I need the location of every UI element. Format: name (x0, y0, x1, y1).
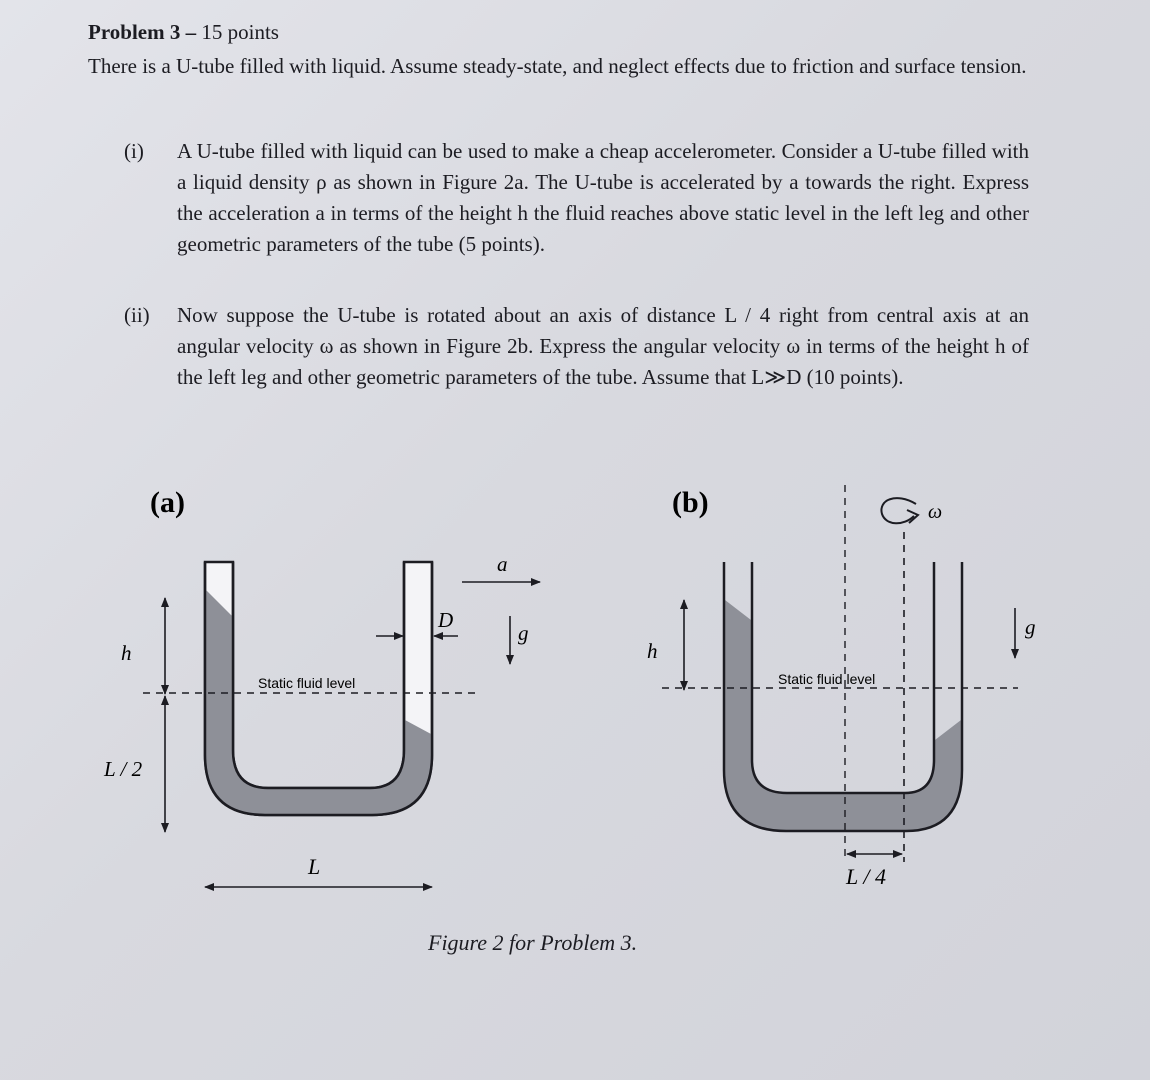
figure-a-g: g (518, 621, 529, 645)
figure-b-fluid (725, 600, 961, 830)
figure-2 (0, 470, 1150, 930)
figure-a-half-l: L / 2 (104, 757, 143, 781)
figure-b-g: g (1025, 615, 1036, 639)
part-i (124, 136, 1029, 260)
problem-intro: There is a U-tube filled with liquid. Assume steady-state, and neglect effects due to friction and surface tension. (88, 54, 1027, 78)
figure-b-rotation-icon (881, 498, 918, 523)
figure-a-d: D (438, 608, 454, 632)
figure-a-static-label: Static fluid level (258, 675, 356, 691)
figure-b-static-label: Static fluid level (778, 671, 876, 687)
part-ii (124, 300, 1029, 393)
part-i-text: A U-tube filled with liquid can be used to make a cheap accelerometer. Consider a U-tube filled with a liquid density ρ as shown in Figure 2a. The U-tube is accelerated by a towards the right. Express the acceleration a in terms of the height h the fluid reaches above static level in the left leg and other geometric parameters of the tube (5 points). (177, 139, 1029, 256)
figure-a-h: h (121, 641, 132, 665)
figure-caption: Figure 2 for Problem 3. (428, 930, 638, 955)
figure-b-label: (b) (672, 486, 709, 519)
figure-b-omega: ω (928, 501, 943, 523)
figure-b (647, 485, 1036, 889)
problem-points: 15 points (201, 20, 279, 44)
figure-a-a: a (497, 552, 508, 576)
figure-a-fluid (206, 590, 431, 814)
problem-title (88, 20, 279, 45)
figure-b-h: h (647, 639, 658, 663)
figure-a-l: L (308, 854, 321, 879)
part-i-number: (i) (124, 139, 144, 163)
part-ii-text: Now suppose the U-tube is rotated about an axis of distance L / 4 right from central axis at an angular velocity ω as shown in Figure 2b. Express the angular velocity ω in terms of the height h of the left leg and other geometric parameters of the tube. Assume that L≫D (10 points). (177, 303, 1029, 389)
part-ii-number: (ii) (124, 303, 150, 327)
problem-title-text: Problem 3 – (88, 20, 197, 44)
figure-b-quarter-l: L / 4 (846, 864, 886, 889)
figure-a-label: (a) (150, 486, 185, 519)
figure-a (103, 486, 540, 887)
